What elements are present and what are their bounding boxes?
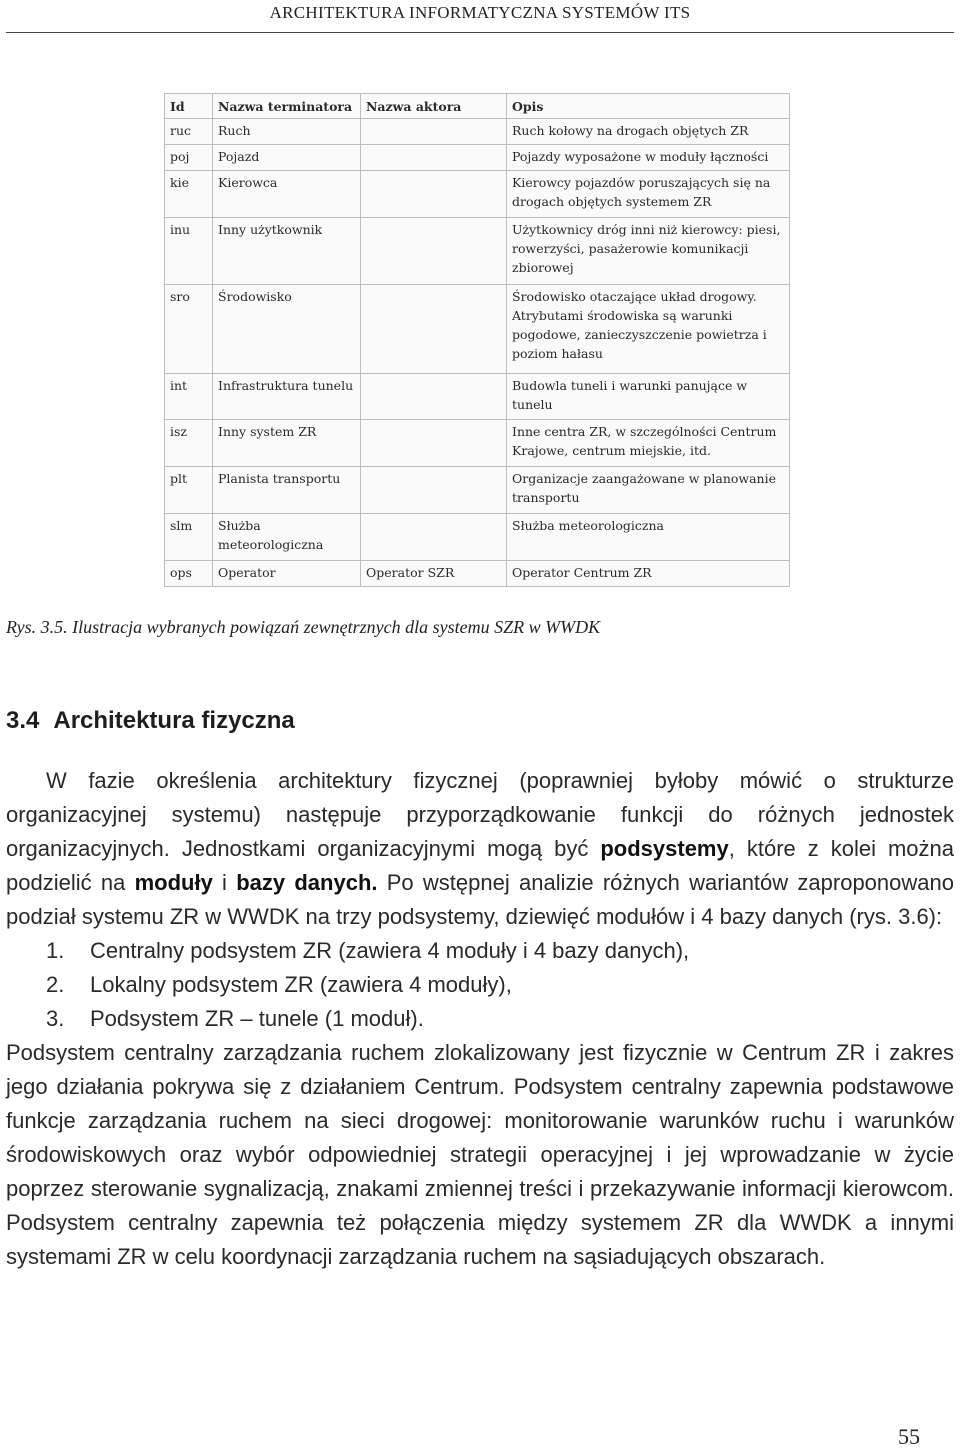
section-number: 3.4	[6, 707, 40, 734]
table-row	[165, 373, 790, 420]
table-cell	[361, 171, 507, 218]
table-cell: poj	[165, 145, 213, 171]
table-cell: Pojazd	[213, 145, 361, 171]
table-cell	[361, 218, 507, 285]
table-cell: sro	[165, 285, 213, 373]
table-row	[165, 171, 790, 218]
table-cell: ops	[165, 560, 213, 586]
paragraph-text: , które z kolei można podzielić na	[6, 836, 955, 895]
table-header-row	[165, 94, 790, 119]
table-row	[165, 514, 790, 561]
page-number: 55	[898, 1424, 920, 1449]
header-rule	[6, 32, 954, 33]
header-cell: Nazwa terminatora	[213, 94, 361, 119]
table-row	[165, 560, 790, 586]
table-cell: Inne centra ZR, w szczególności Centrum Krajowe, centrum miejskie, itd.	[507, 420, 790, 467]
table-row	[165, 285, 790, 373]
table-cell: Środowisko otaczające układ drogowy. Atrybutami środowiska są warunki pogodowe, zanieczyszczenie powietrza i poziom hałasu	[507, 285, 790, 373]
list-text: Podsystem ZR – tunele (1 moduł).	[90, 1006, 424, 1031]
table-cell: Ruch	[213, 119, 361, 145]
table-cell: Budowla tuneli i warunki panujące w tunelu	[507, 373, 790, 420]
table-cell: slm	[165, 514, 213, 561]
list-number: 1.	[46, 938, 65, 963]
table-cell: Użytkownicy dróg inni niż kierowcy: piesi, rowerzyści, pasażerowie komunikacji zbiorowej	[507, 218, 790, 285]
table-cell: Kierowcy pojazdów poruszających się na drogach objętych systemem ZR	[507, 171, 790, 218]
paragraph	[6, 764, 954, 934]
list-text: Centralny podsystem ZR (zawiera 4 moduły i 4 bazy danych),	[90, 938, 690, 963]
table-cell: inu	[165, 218, 213, 285]
table-cell: Operator Centrum ZR	[507, 560, 790, 586]
table-row	[165, 119, 790, 145]
table-body	[165, 119, 790, 587]
table-cell	[361, 119, 507, 145]
table-cell: ruc	[165, 119, 213, 145]
table-row	[165, 420, 790, 467]
bold-term: podsystemy	[600, 836, 729, 861]
table-cell	[361, 514, 507, 561]
table-cell	[361, 420, 507, 467]
paragraph-text: Po wstępnej analizie różnych wariantów zaproponowano podział systemu ZR w WWDK na trzy podsystemy, dziewięć modułów i 4 bazy danych (rys. 3.6):	[6, 870, 954, 929]
list-number: 2.	[46, 972, 65, 997]
list-item	[46, 1002, 954, 1036]
table-cell: Inny system ZR	[213, 420, 361, 467]
table-cell: kie	[165, 171, 213, 218]
terminators-table	[164, 93, 790, 587]
header-cell: Opis	[507, 94, 790, 119]
table-cell: Kierowca	[213, 171, 361, 218]
running-head: ARCHITEKTURA INFORMATYCZNA SYSTEMÓW ITS	[269, 3, 691, 22]
table-cell: Operator SZR	[361, 560, 507, 586]
section-heading	[6, 707, 295, 735]
table-cell: plt	[165, 467, 213, 514]
figure-caption: Rys. 3.5. Ilustracja wybranych powiązań zewnętrznych dla systemu SZR w WWDK	[6, 617, 601, 637]
table-row	[165, 218, 790, 285]
table-cell: Organizacje zaangażowane w planowanie transportu	[507, 467, 790, 514]
bold-term: moduły	[134, 870, 213, 895]
table-cell: Planista transportu	[213, 467, 361, 514]
table-cell: Infrastruktura tunelu	[213, 373, 361, 420]
table-cell: Inny użytkownik	[213, 218, 361, 285]
table-cell: Środowisko	[213, 285, 361, 373]
list-item	[46, 934, 954, 968]
table-cell	[361, 373, 507, 420]
table-cell: int	[165, 373, 213, 420]
table-cell	[361, 467, 507, 514]
table-row	[165, 145, 790, 171]
bold-term: bazy danych.	[236, 870, 378, 895]
header-cell: Nazwa aktora	[361, 94, 507, 119]
list-item	[46, 968, 954, 1002]
header-cell: Id	[165, 94, 213, 119]
paragraph-text: i	[212, 870, 237, 895]
paragraph: Podsystem centralny zarządzania ruchem zlokalizowany jest fizycznie w Centrum ZR i zakres jego działania pokrywa się z działaniem Centrum. Podsystem centralny zapewnia podstawowe funkcje zarządzania ruchem na sieci drogowej: monitorowanie warunków ruchu i warunków środowiskowych oraz wybór odpowiedniej strategii operacyjnej i jej wprowadzanie w życie poprzez sterowanie sygnalizacją, znakami zmiennej treści i przekazywanie informacji kierowcom. Podsystem centralny zapewnia też połączenia między systemem ZR dla WWDK a innymi systemami ZR w celu koordynacji zarządzania ruchem na sąsiadujących obszarach.	[6, 1040, 954, 1269]
table-cell: Pojazdy wyposażone w moduły łączności	[507, 145, 790, 171]
table-cell	[361, 285, 507, 373]
table-cell: Operator	[213, 560, 361, 586]
list-number: 3.	[46, 1006, 65, 1031]
table-cell: Służba meteorologiczna	[507, 514, 790, 561]
table-cell	[361, 145, 507, 171]
body-text	[6, 764, 954, 1274]
table-cell: Służba meteorologiczna	[213, 514, 361, 561]
table-cell: isz	[165, 420, 213, 467]
figure-terminators	[164, 93, 789, 587]
list-text: Lokalny podsystem ZR (zawiera 4 moduły),	[90, 972, 512, 997]
subsystem-list	[6, 934, 954, 1036]
paragraph-text: W fazie określenia architektury fizycznej (poprawniej byłoby mówić o strukturze organizacyjnej systemu) następuje przyporządkowanie funkcji do różnych jednostek organizacyjnych. Jednostkami organizacyjnymi mogą być	[6, 768, 954, 861]
table-row	[165, 467, 790, 514]
section-title: Architektura fizyczna	[53, 707, 295, 734]
table-cell: Ruch kołowy na drogach objętych ZR	[507, 119, 790, 145]
